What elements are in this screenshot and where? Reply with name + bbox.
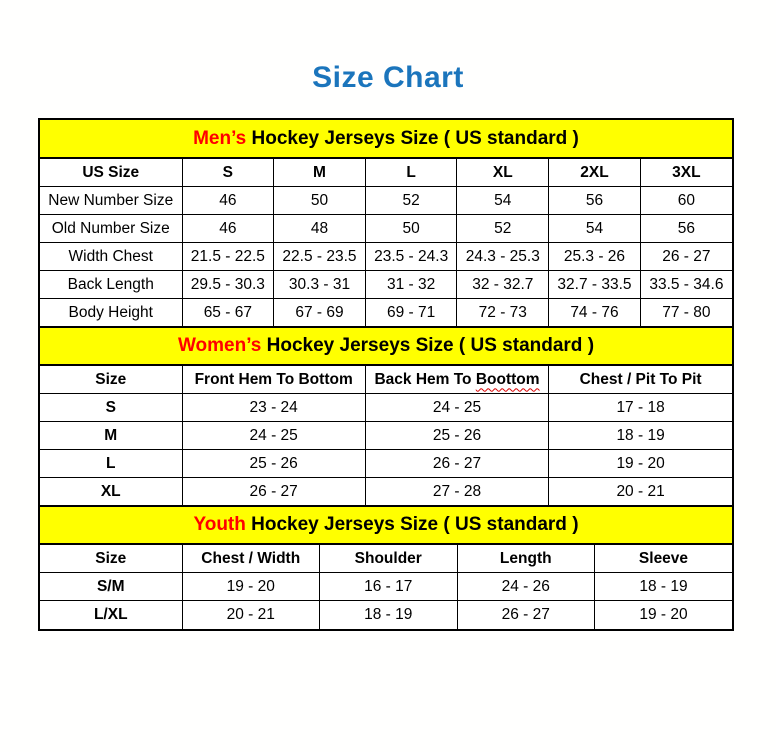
size-value: 32 - 32.7 <box>457 271 549 299</box>
header-row <box>40 159 732 187</box>
size-value: 25 - 26 <box>182 450 365 478</box>
size-value: 24.3 - 25.3 <box>457 243 549 271</box>
size-value: 67 - 69 <box>274 299 366 327</box>
column-header: Back Hem To Boottom <box>365 366 548 394</box>
size-value: 21.5 - 22.5 <box>182 243 274 271</box>
table-row <box>40 215 732 243</box>
page-title: Size Chart <box>312 61 464 94</box>
column-header: L <box>365 159 457 187</box>
size-value: 18 - 19 <box>320 601 458 629</box>
column-header: Shoulder <box>320 545 458 573</box>
row-label: Width Chest <box>40 243 182 271</box>
column-header: Sleeve <box>595 545 733 573</box>
row-label: Body Height <box>40 299 182 327</box>
size-value: 26 - 27 <box>365 450 548 478</box>
size-value: 25 - 26 <box>365 422 548 450</box>
size-value: 26 - 27 <box>457 601 595 629</box>
size-value: 18 - 19 <box>595 573 733 601</box>
size-value: 46 <box>182 215 274 243</box>
size-value: 77 - 80 <box>640 299 732 327</box>
table-row <box>40 601 732 629</box>
womens-banner-highlight: Women’s <box>177 335 262 356</box>
table-row <box>40 187 732 215</box>
size-chart-table-group <box>38 118 734 631</box>
mens-banner-highlight: Men’s <box>193 127 247 149</box>
size-value: 30.3 - 31 <box>274 271 366 299</box>
size-value: 74 - 76 <box>549 299 641 327</box>
size-value: 69 - 71 <box>365 299 457 327</box>
table-row <box>40 478 732 506</box>
column-header: M <box>274 159 366 187</box>
size-value: 46 <box>182 187 274 215</box>
column-header: Length <box>457 545 595 573</box>
size-value: 19 - 20 <box>595 601 733 629</box>
column-header: Size <box>40 366 182 394</box>
size-value: 24 - 25 <box>365 394 548 422</box>
youth-banner-highlight: Youth <box>193 514 246 535</box>
size-value: 19 - 20 <box>182 573 320 601</box>
size-value: 23.5 - 24.3 <box>365 243 457 271</box>
row-label: Old Number Size <box>40 215 182 243</box>
size-value: 22.5 - 23.5 <box>274 243 366 271</box>
womens-banner-text: Hockey Jerseys Size ( US standard ) <box>261 335 595 356</box>
size-value: 50 <box>274 187 366 215</box>
mens-size-section <box>40 120 732 327</box>
header-row <box>40 545 732 573</box>
size-value: 29.5 - 30.3 <box>182 271 274 299</box>
row-label: New Number Size <box>40 187 182 215</box>
column-header: 2XL <box>549 159 641 187</box>
row-label: Back Length <box>40 271 182 299</box>
mens-banner-text: Hockey Jerseys Size ( US standard ) <box>246 127 579 149</box>
size-value: 16 - 17 <box>320 573 458 601</box>
column-header: 3XL <box>640 159 732 187</box>
header-row <box>40 366 732 394</box>
youth-size-table <box>40 544 732 629</box>
size-value: 20 - 21 <box>182 601 320 629</box>
column-header: US Size <box>40 159 182 187</box>
misspelled-word: Boottom <box>475 370 540 388</box>
table-row <box>40 271 732 299</box>
row-label: XL <box>40 478 182 506</box>
size-value: 50 <box>365 215 457 243</box>
table-row <box>40 450 732 478</box>
mens-size-table <box>40 158 732 327</box>
size-value: 31 - 32 <box>365 271 457 299</box>
mens-section-banner <box>40 120 732 158</box>
column-header: Chest / Pit To Pit <box>549 366 732 394</box>
youth-banner-text: Hockey Jerseys Size ( US standard ) <box>245 514 579 535</box>
size-value: 24 - 25 <box>182 422 365 450</box>
size-value: 26 - 27 <box>640 243 732 271</box>
size-value: 17 - 18 <box>549 394 732 422</box>
size-value: 54 <box>549 215 641 243</box>
size-chart-page <box>0 60 776 752</box>
column-header: Chest / Width <box>182 545 320 573</box>
size-value: 52 <box>365 187 457 215</box>
size-value: 54 <box>457 187 549 215</box>
row-label: L <box>40 450 182 478</box>
size-value: 19 - 20 <box>549 450 732 478</box>
size-value: 26 - 27 <box>182 478 365 506</box>
size-value: 24 - 26 <box>457 573 595 601</box>
row-label: L/XL <box>40 601 182 629</box>
row-label: S/M <box>40 573 182 601</box>
size-value: 60 <box>640 187 732 215</box>
column-header: S <box>182 159 274 187</box>
size-value: 18 - 19 <box>549 422 732 450</box>
column-header: Size <box>40 545 182 573</box>
table-row <box>40 299 732 327</box>
size-value: 23 - 24 <box>182 394 365 422</box>
size-value: 27 - 28 <box>365 478 548 506</box>
size-value: 56 <box>549 187 641 215</box>
row-label: M <box>40 422 182 450</box>
size-value: 52 <box>457 215 549 243</box>
size-value: 25.3 - 26 <box>549 243 641 271</box>
youth-section-banner <box>40 506 732 544</box>
size-value: 33.5 - 34.6 <box>640 271 732 299</box>
youth-size-section <box>40 506 732 629</box>
womens-size-table <box>40 365 732 506</box>
table-row <box>40 573 732 601</box>
womens-size-section <box>40 327 732 506</box>
column-header: Front Hem To Bottom <box>182 366 365 394</box>
table-row <box>40 243 732 271</box>
row-label: S <box>40 394 182 422</box>
womens-section-banner <box>40 327 732 365</box>
size-value: 20 - 21 <box>549 478 732 506</box>
column-header: XL <box>457 159 549 187</box>
size-value: 65 - 67 <box>182 299 274 327</box>
size-value: 72 - 73 <box>457 299 549 327</box>
size-value: 56 <box>640 215 732 243</box>
table-row <box>40 422 732 450</box>
size-value: 32.7 - 33.5 <box>549 271 641 299</box>
size-value: 48 <box>274 215 366 243</box>
table-row <box>40 394 732 422</box>
